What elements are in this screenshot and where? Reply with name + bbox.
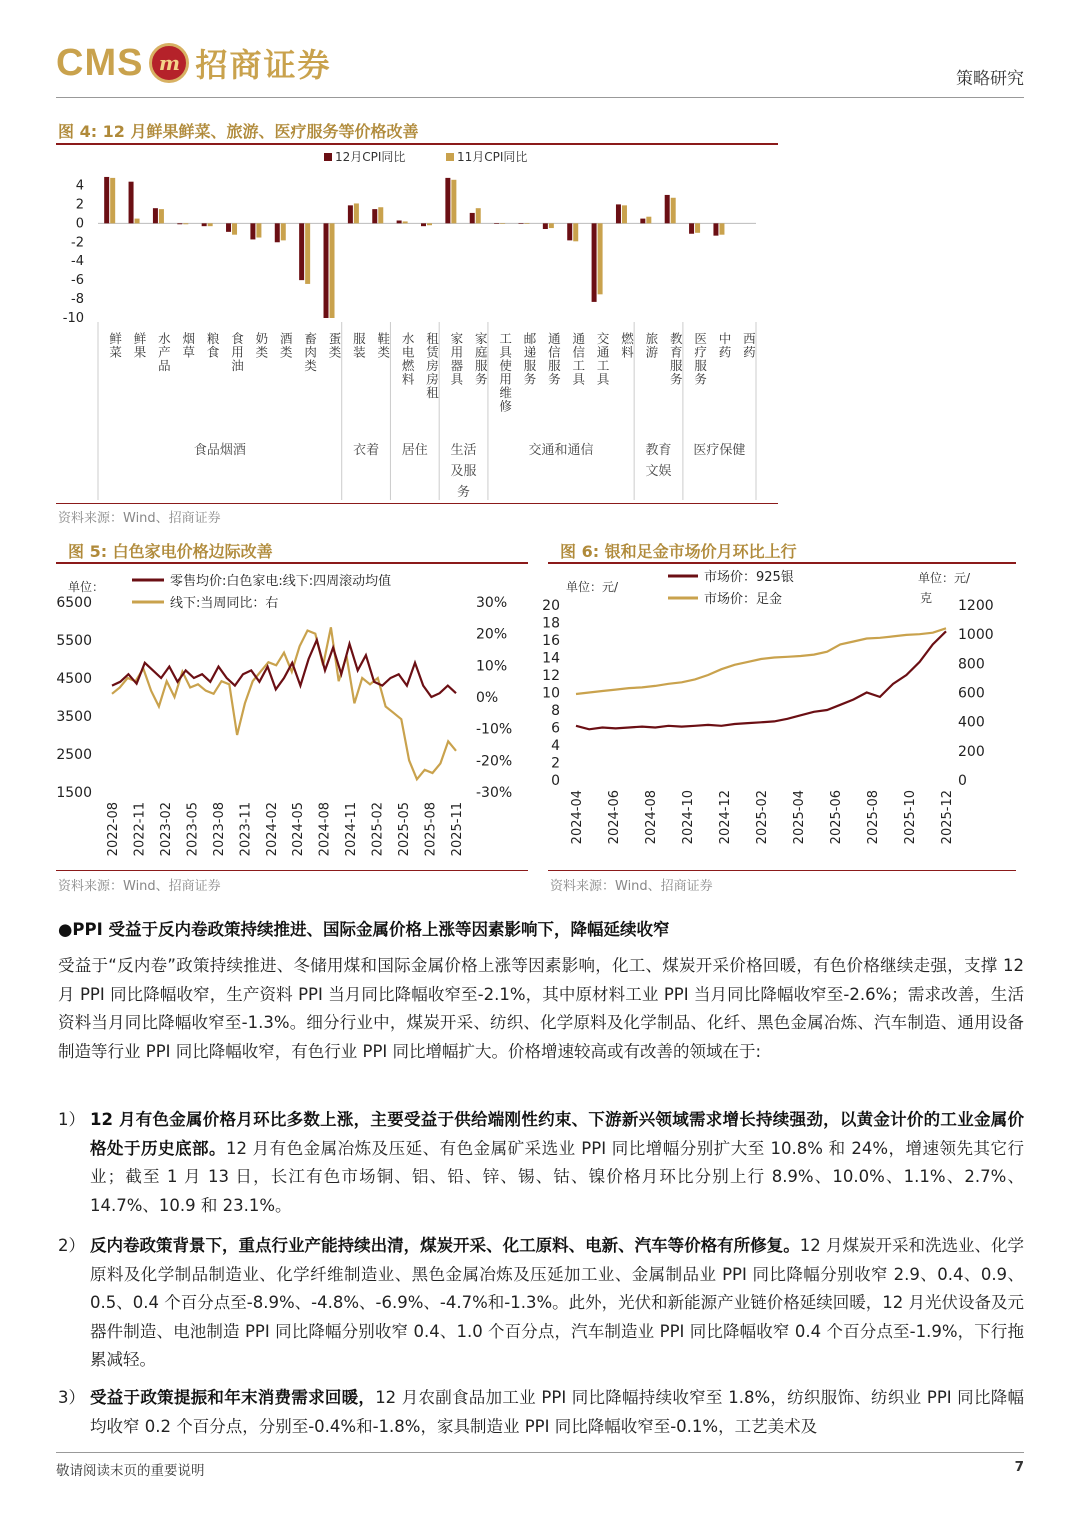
fig4-bar-nov bbox=[159, 209, 164, 223]
fig4-bar-nov bbox=[110, 178, 115, 223]
list-item-2-num: 2） bbox=[58, 1236, 85, 1255]
fig6-x-tick: 2025-10 bbox=[903, 790, 918, 845]
fig5-source: 资料来源：Wind、招商证券 bbox=[58, 879, 221, 894]
fig4-bar-dec bbox=[689, 223, 694, 233]
fig4-bar-nov bbox=[305, 223, 310, 284]
fig4-category-label: 通信工具 bbox=[570, 332, 586, 386]
fig4-category-label: 畜肉类 bbox=[302, 332, 318, 373]
fig5-y-right-tick: 30% bbox=[476, 595, 508, 611]
fig5-x-tick: 2024-05 bbox=[291, 802, 307, 857]
fig4-bar-nov bbox=[135, 219, 140, 224]
fig6-x-tick: 2025-04 bbox=[792, 790, 807, 845]
fig4-bar-nov bbox=[573, 223, 578, 241]
fig6-y-right-tick: 1000 bbox=[958, 627, 994, 644]
fig4-bar-nov bbox=[183, 223, 188, 224]
fig5-legend-label: 线下:当周同比：右 bbox=[170, 596, 279, 611]
fig6-chart bbox=[542, 565, 1016, 870]
fig4-category-label: 粮食 bbox=[205, 332, 221, 359]
paragraph-1: 受益于“反内卷”政策持续推进、冬储用煤和国际金属价格上涨等因素影响，化工、煤炭开采价格回暖，有色价格继续走强，支撑 12 月 PPI 同比降幅收窄，生产资料 PPI 当月同比降幅收窄至-2.1%，其中原材料工业 PPI 当月同比降幅收窄至-2.6%；需求改善，生活资料当月同比降幅收窄至-1.3%。细分行业中，煤炭开采、纺织、化学原料及化学制品、化纤、黑色金属冶炼、汽车制造、通用设备制造等行业 PPI 同比降幅收窄，有色行业 PPI 同比增幅扩大。价格增速较高或有改善的领域在于: bbox=[58, 956, 1024, 1061]
fig5-y-left-tick: 2500 bbox=[56, 747, 92, 763]
fig6-x-tick: 2025-12 bbox=[940, 790, 955, 845]
fig4-category-label: 鲜果 bbox=[132, 332, 148, 359]
logo-cms-text: CMS bbox=[56, 41, 144, 84]
fig6-line-gold bbox=[576, 628, 946, 694]
fig5-y-right-tick: -30% bbox=[476, 785, 513, 801]
fig6-y-right-tick: 1200 bbox=[958, 598, 994, 614]
fig5-x-tick: 2025-11 bbox=[450, 802, 465, 857]
list-item-3-num: 3） bbox=[58, 1388, 85, 1407]
fig5-line-yoy bbox=[112, 627, 456, 779]
fig5-x-tick: 2023-08 bbox=[211, 802, 227, 857]
fig4-bar-nov bbox=[500, 223, 505, 224]
fig4-category-label: 家庭服务 bbox=[473, 332, 489, 386]
fig4-y-tick: -10 bbox=[62, 311, 84, 326]
fig6-unit-right: 单位：元/ bbox=[918, 571, 971, 585]
fig4-bar-nov bbox=[671, 198, 676, 224]
fig6-y-left-tick: 20 bbox=[542, 598, 560, 614]
fig4-category-label: 水电燃料 bbox=[400, 332, 416, 386]
fig4-category-label: 服装 bbox=[351, 332, 367, 359]
list-item-2-text: 12 月煤炭开采和洗选业、化学原料及化学制品制造业、化学纤维制造业、黑色金属冶炼及压延加工业、金属制品业 PPI 同比降幅分别收窄 2.9、0.4、0.9、0.5、0.4 个百分点至-8.9%、-4.8%、-6.9%、-4.7%和-1.3%。此外，光伏和新能源产业链价格延续回暖，12 月光伏设备及元器件制造、电池制造 PPI 同比降幅分别收窄 0.4、1.0 个百分点，汽车制造业 PPI 同比降幅收窄 0.4 个百分点至-1.9%，下行拖累减轻。 bbox=[90, 1236, 1024, 1370]
fig6-y-right-tick: 200 bbox=[958, 743, 985, 760]
fig6-y-left-tick: 14 bbox=[542, 650, 560, 667]
fig5-y-right-tick: 20% bbox=[476, 626, 508, 643]
fig6-x-tick: 2024-08 bbox=[644, 790, 659, 845]
fig5-y-right-tick: 0% bbox=[476, 690, 499, 706]
fig4-bar-nov bbox=[524, 223, 529, 224]
fig4-bar-nov bbox=[208, 223, 213, 226]
fig4-category-label: 食用油 bbox=[229, 332, 245, 373]
fig5-y-right-tick: 10% bbox=[476, 658, 508, 675]
fig5-y-left-tick: 4500 bbox=[56, 671, 92, 687]
list-item-1-text: 12 月有色金属冶炼及压延、有色金属矿采选业 PPI 同比增幅分别扩大至 10.8% 和 24%，增速领先其它行业；截至 1 月 13 日，长江有色市场铜、铝、铅、锌、锡、钴、镍价格月环比分别上行 8.9%、10.0%、1.1%、2.7%、14.7%、10.9 和 23.1%。 bbox=[90, 1138, 1024, 1215]
list-item-3-bold: 受益于政策提振和年末消费需求回暖， bbox=[90, 1388, 376, 1407]
fig4-bar-dec bbox=[372, 209, 377, 223]
fig4-category-label: 烟草 bbox=[180, 332, 196, 359]
fig4-bar-dec bbox=[494, 223, 499, 224]
fig6-unit-right-2: 克 bbox=[920, 591, 933, 605]
fig4-group-label: 及服 bbox=[450, 464, 477, 479]
fig4-bar-dec bbox=[104, 177, 109, 223]
fig4-bar-nov bbox=[330, 223, 335, 318]
list-item-1-num: 1） bbox=[58, 1110, 85, 1129]
fig4-bar-dec bbox=[226, 223, 231, 232]
fig4-group-label: 教育 bbox=[645, 443, 672, 458]
list-item-2-bold: 反内卷政策背景下，重点行业产能持续出清，煤炭开采、化工原料、电新、汽车等价格有所修复。 bbox=[90, 1236, 800, 1255]
fig4-y-tick: -8 bbox=[71, 292, 84, 308]
fig4-source: 资料来源：Wind、招商证券 bbox=[58, 511, 221, 526]
fig4-category-label: 蛋类 bbox=[327, 332, 343, 359]
fig4-category-label: 西药 bbox=[741, 332, 757, 359]
fig4-bar-dec bbox=[518, 223, 523, 224]
list-item-3 bbox=[58, 1384, 1024, 1441]
company-name: 招商证券 bbox=[195, 46, 332, 84]
fig4-bar-dec bbox=[592, 223, 597, 302]
fig4-bar-dec bbox=[177, 223, 182, 224]
fig4-category-label: 旅游 bbox=[643, 332, 659, 359]
fig6-y-right-tick: 400 bbox=[958, 714, 985, 731]
fig4-bar-dec bbox=[397, 220, 402, 223]
fig4-bar-nov bbox=[622, 205, 627, 223]
fig6-x-tick: 2024-06 bbox=[607, 790, 622, 845]
fig4-bar-dec bbox=[153, 208, 158, 223]
fig4-bar-nov bbox=[232, 223, 237, 234]
fig4-bar-dec bbox=[202, 223, 207, 226]
fig5-title: 图 5: 白色家电价格边际改善 bbox=[68, 542, 273, 561]
fig4-bar-nov bbox=[646, 217, 651, 224]
list-item-3-text: 12 月农副食品加工业 PPI 同比降幅持续收窄至 1.8%，纺织服饰、纺织业 PPI 同比降幅均收窄 0.2 个百分点，分别至-0.4%和-1.8%，家具制造业 PPI 同比降幅收窄至-0.1%，工艺美术及 bbox=[90, 1388, 1025, 1436]
fig4-group-label: 医疗保健 bbox=[693, 443, 746, 458]
fig5-bottom-rule bbox=[56, 870, 528, 871]
fig6-x-tick: 2024-04 bbox=[570, 790, 585, 845]
fig5-unit-label: 单位： bbox=[68, 580, 105, 594]
fig6-x-tick: 2024-10 bbox=[681, 790, 696, 845]
fig4-group-label: 交通和通信 bbox=[528, 443, 594, 458]
fig4-y-tick: -4 bbox=[71, 254, 84, 270]
fig6-y-left-tick: 6 bbox=[551, 720, 560, 737]
section-heading: ●PPI 受益于反内卷政策持续推进、国际金属价格上涨等因素影响下，降幅延续收窄 bbox=[58, 920, 670, 939]
fig4-bar-nov bbox=[354, 203, 359, 223]
fig4-legend-swatch bbox=[446, 153, 454, 161]
fig4-category-label: 交通工具 bbox=[595, 332, 611, 386]
fig4-category-label: 鞋类 bbox=[375, 332, 391, 359]
fig4-group-label: 食品烟酒 bbox=[193, 443, 246, 458]
fig4-bar-nov bbox=[378, 207, 383, 223]
fig6-y-left-tick: 2 bbox=[551, 755, 560, 772]
fig4-category-label: 鲜菜 bbox=[107, 332, 123, 359]
fig5-x-tick: 2023-05 bbox=[185, 802, 201, 857]
page-footer bbox=[56, 1452, 1024, 1479]
page-header bbox=[56, 38, 1024, 98]
fig4-bar-nov bbox=[427, 223, 432, 225]
fig4-bar-dec bbox=[445, 178, 450, 223]
fig5-y-right-tick: -10% bbox=[476, 721, 513, 738]
fig5-x-tick: 2024-11 bbox=[344, 802, 360, 857]
fig6-y-left-tick: 16 bbox=[542, 633, 560, 649]
fig6-x-tick: 2025-08 bbox=[866, 790, 881, 845]
fig4-bar-dec bbox=[348, 205, 353, 223]
fig4-category-label: 酒类 bbox=[278, 332, 294, 359]
fig4-bar-nov bbox=[695, 223, 700, 232]
fig4-bar-dec bbox=[616, 204, 621, 223]
fig5-x-tick: 2023-02 bbox=[158, 802, 174, 857]
fig4-bar-nov bbox=[281, 223, 286, 240]
fig6-x-tick: 2025-02 bbox=[755, 790, 770, 845]
fig4-y-tick: -6 bbox=[71, 273, 84, 289]
fig5-top-rule bbox=[56, 562, 528, 564]
fig4-category-label: 租赁房房租 bbox=[424, 332, 440, 400]
fig4-group-label: 居住 bbox=[401, 443, 428, 458]
fig4-top-rule bbox=[56, 143, 778, 145]
fig4-category-label: 医疗服务 bbox=[692, 332, 708, 386]
fig4-bar-dec bbox=[275, 223, 280, 242]
fig6-top-rule bbox=[548, 562, 1016, 564]
fig6-x-tick: 2024-12 bbox=[718, 790, 733, 845]
logo-badge-icon: m bbox=[149, 43, 189, 83]
fig4-bar-dec bbox=[421, 223, 426, 226]
fig5-y-left-tick: 5500 bbox=[56, 633, 92, 649]
list-item-1 bbox=[58, 1106, 1024, 1220]
fig6-y-right-tick: 800 bbox=[958, 656, 985, 673]
fig6-unit-left: 单位：元/ bbox=[566, 580, 619, 594]
fig4-bar-dec bbox=[470, 213, 475, 223]
fig4-bar-nov bbox=[403, 221, 408, 223]
fig6-legend-label: 市场价：925银 bbox=[704, 570, 794, 585]
fig6-y-left-tick: 4 bbox=[551, 738, 560, 754]
fig5-x-tick: 2023-11 bbox=[238, 802, 254, 857]
company-logo bbox=[56, 40, 331, 86]
fig4-bar-dec bbox=[324, 223, 329, 318]
fig5-x-tick: 2025-08 bbox=[423, 802, 439, 857]
fig6-legend-label: 市场价：足金 bbox=[704, 592, 783, 607]
fig5-legend-label: 零售均价:白色家电:线下:四周滚动均值 bbox=[170, 574, 392, 589]
fig6-y-left-tick: 12 bbox=[542, 668, 560, 684]
fig4-group-label: 务 bbox=[457, 485, 471, 500]
fig6-y-left-tick: 8 bbox=[551, 703, 560, 719]
fig6-x-tick: 2025-06 bbox=[829, 790, 844, 845]
fig6-y-right-tick: 0 bbox=[958, 773, 967, 789]
fig4-legend-swatch bbox=[324, 153, 332, 161]
fig4-category-label: 工具使用维修 bbox=[497, 332, 513, 413]
fig4-category-label: 中药 bbox=[716, 332, 732, 359]
fig6-line-silver bbox=[576, 631, 946, 729]
fig5-x-tick: 2022-08 bbox=[106, 802, 121, 857]
fig4-bar-nov bbox=[256, 223, 261, 237]
fig5-x-tick: 2022-11 bbox=[132, 802, 148, 857]
fig5-x-tick: 2024-02 bbox=[264, 802, 280, 857]
fig4-category-label: 教育服务 bbox=[668, 332, 684, 386]
fig4-category-label: 通信服务 bbox=[546, 332, 562, 386]
fig5-y-left-tick: 1500 bbox=[56, 785, 92, 801]
fig4-legend-label: 11月CPI同比 bbox=[457, 150, 528, 164]
fig4-bar-dec bbox=[543, 223, 548, 229]
fig4-bar-nov bbox=[476, 208, 481, 223]
fig5-chart bbox=[56, 565, 528, 870]
page-number: 7 bbox=[1014, 1459, 1024, 1475]
fig4-bar-dec bbox=[299, 223, 304, 280]
fig4-category-label: 燃料 bbox=[619, 332, 635, 359]
fig4-bottom-rule bbox=[56, 503, 778, 504]
fig5-y-right-tick: -20% bbox=[476, 753, 513, 770]
fig4-y-tick: 0 bbox=[75, 216, 84, 232]
fig4-category-label: 邮递服务 bbox=[521, 332, 537, 386]
fig5-x-tick: 2024-08 bbox=[317, 802, 333, 857]
fig4-y-tick: 4 bbox=[75, 178, 84, 194]
fig4-group-label: 文娱 bbox=[645, 464, 672, 479]
fig4-bar-dec bbox=[129, 182, 134, 224]
fig5-y-left-tick: 6500 bbox=[56, 595, 92, 611]
list-item-2 bbox=[58, 1232, 1024, 1375]
fig6-y-left-tick: 10 bbox=[542, 685, 560, 702]
fig4-bar-nov bbox=[549, 223, 554, 228]
fig4-bar-nov bbox=[719, 223, 724, 234]
fig4-category-label: 奶类 bbox=[253, 332, 269, 359]
fig6-title: 图 6: 银和足金市场价月环比上行 bbox=[560, 542, 797, 561]
fig4-bar-dec bbox=[250, 223, 255, 239]
fig4-bar-dec bbox=[665, 195, 670, 223]
fig6-source: 资料来源：Wind、招商证券 bbox=[550, 879, 713, 894]
fig4-bar-dec bbox=[713, 223, 718, 235]
fig5-y-left-tick: 3500 bbox=[56, 709, 92, 725]
fig4-group-label: 衣着 bbox=[353, 443, 380, 458]
list-item-1-bold: 12 月有色金属价格月环比多数上涨，主要受益于供给端刚性约束、下游新兴领域需求增长持续强劲，以黄金计价的工业金属价格处于历史底部。 bbox=[90, 1110, 1024, 1158]
fig4-bar-dec bbox=[567, 223, 572, 240]
footer-note: 敬请阅读末页的重要说明 bbox=[56, 1463, 205, 1479]
fig6-bottom-rule bbox=[548, 870, 1016, 871]
fig4-group-label: 生活 bbox=[450, 443, 477, 458]
fig4-y-tick: 2 bbox=[75, 197, 84, 213]
fig4-bar-dec bbox=[640, 219, 645, 224]
fig5-x-tick: 2025-05 bbox=[397, 802, 413, 857]
fig6-y-right-tick: 600 bbox=[958, 685, 985, 702]
fig4-legend-label: 12月CPI同比 bbox=[335, 150, 406, 164]
fig5-x-tick: 2025-02 bbox=[370, 802, 386, 857]
fig6-y-left-tick: 0 bbox=[551, 773, 560, 789]
fig4-chart bbox=[56, 146, 778, 502]
fig4-bar-nov bbox=[598, 223, 603, 294]
fig4-y-tick: -2 bbox=[71, 235, 84, 251]
fig4-title: 图 4: 12 月鲜果鲜菜、旅游、医疗服务等价格改善 bbox=[58, 122, 419, 141]
fig6-y-left-tick: 18 bbox=[542, 615, 560, 632]
fig4-bar-nov bbox=[451, 180, 456, 224]
fig4-category-label: 家用器具 bbox=[448, 332, 464, 386]
section-label: 策略研究 bbox=[956, 69, 1024, 89]
fig4-category-label: 水产品 bbox=[156, 332, 172, 373]
